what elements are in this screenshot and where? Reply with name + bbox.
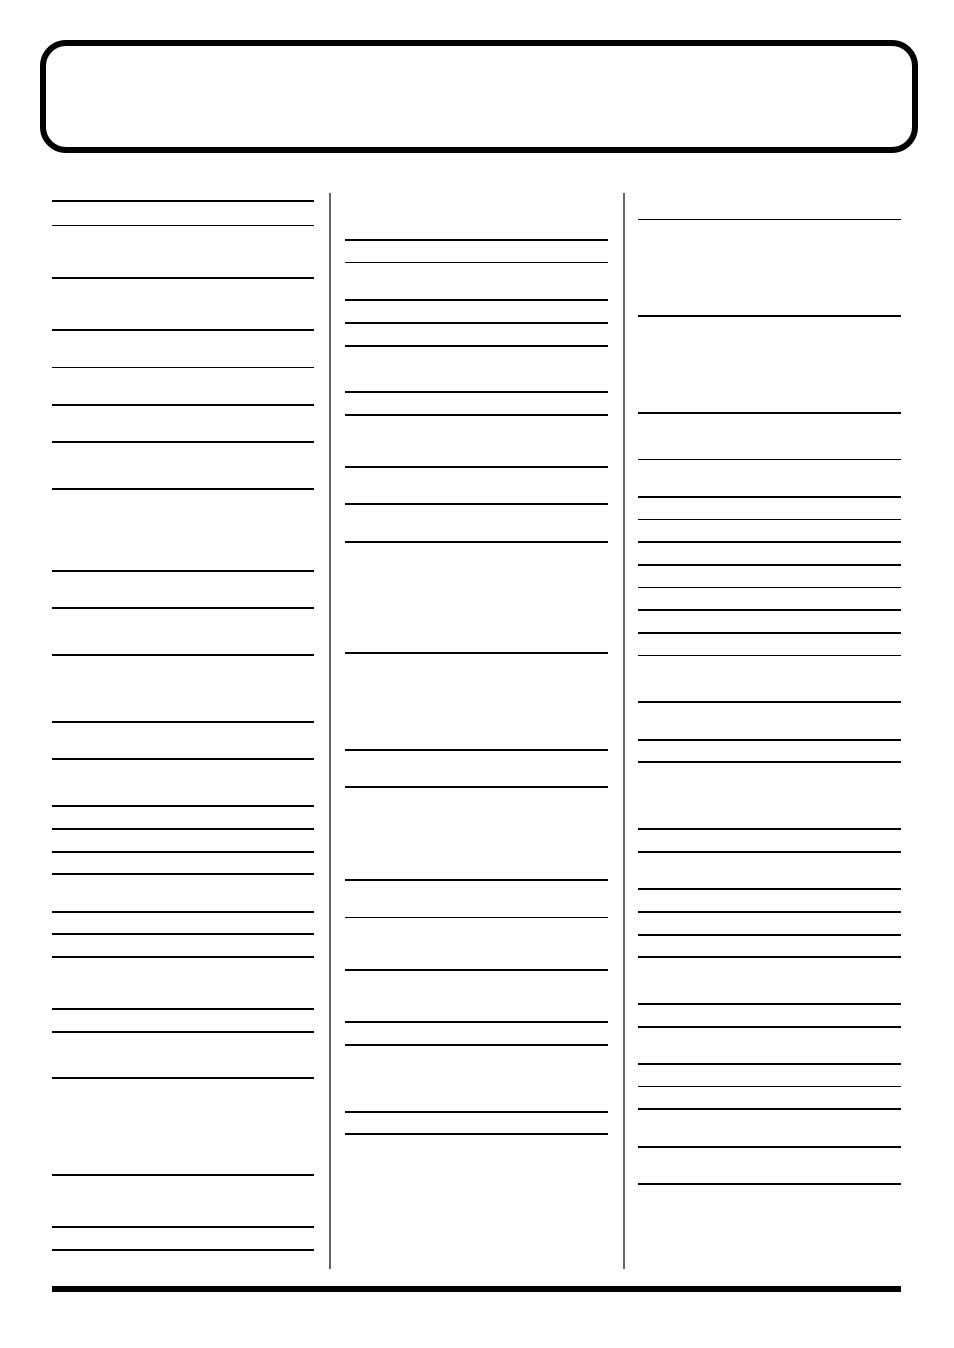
entry-rule xyxy=(345,503,608,505)
entry-rule xyxy=(345,299,608,301)
chapter-title-box xyxy=(40,40,918,153)
entry-rule xyxy=(345,466,608,468)
entry-rule xyxy=(52,367,314,368)
entry-rule xyxy=(52,933,314,935)
entry-rule xyxy=(638,541,901,543)
entry-rule xyxy=(52,200,314,202)
column-divider-left xyxy=(329,193,331,1269)
entry-rule xyxy=(52,1077,314,1079)
entry-rule xyxy=(638,851,901,853)
entry-rule xyxy=(52,1031,314,1033)
entry-rule xyxy=(638,459,901,460)
entry-rule xyxy=(345,969,608,971)
entry-rule xyxy=(345,322,608,324)
entry-rule xyxy=(638,564,901,566)
entry-rule xyxy=(638,587,901,588)
entry-rule xyxy=(345,345,608,347)
entry-rule xyxy=(638,1026,901,1028)
entry-rule xyxy=(52,851,314,853)
entry-rule xyxy=(638,632,901,634)
entry-rule xyxy=(52,225,314,226)
entry-rule xyxy=(52,570,314,572)
entry-rule xyxy=(345,786,608,788)
entry-rule xyxy=(52,1226,314,1228)
entry-rule xyxy=(345,541,608,543)
entry-rule xyxy=(638,1108,901,1110)
entry-rule xyxy=(638,911,901,913)
entry-rule xyxy=(638,888,901,890)
entry-rule xyxy=(345,749,608,751)
entry-rule xyxy=(52,404,314,406)
entry-rule xyxy=(345,652,608,654)
entry-rule xyxy=(638,934,901,936)
entry-rule xyxy=(52,329,314,331)
entry-rule xyxy=(52,1008,314,1010)
entry-rule xyxy=(52,721,314,723)
entry-rule xyxy=(52,607,314,609)
entry-rule xyxy=(638,1146,901,1148)
entry-rule xyxy=(52,828,314,830)
entry-rule xyxy=(52,441,314,443)
entry-rule xyxy=(638,739,901,741)
entry-rule xyxy=(52,805,314,807)
entry-rule xyxy=(52,277,314,279)
entry-rule xyxy=(345,1133,608,1135)
entry-rule xyxy=(345,391,608,393)
entry-rule xyxy=(52,1249,314,1251)
footer-rule xyxy=(52,1286,901,1292)
entry-rule xyxy=(638,1063,901,1065)
column-divider-right xyxy=(623,193,625,1269)
entry-rule xyxy=(345,262,608,263)
entry-rule xyxy=(345,1021,608,1023)
entry-rule xyxy=(345,1044,608,1046)
entry-rule xyxy=(52,654,314,656)
entry-rule xyxy=(638,956,901,958)
entry-rule xyxy=(638,828,901,830)
entry-rule xyxy=(52,911,314,913)
entry-rule xyxy=(345,414,608,416)
entry-rule xyxy=(638,315,901,317)
entry-rule xyxy=(345,1111,608,1113)
entry-rule xyxy=(638,412,901,414)
entry-rule xyxy=(52,758,314,760)
entry-rule xyxy=(638,609,901,611)
entry-rule xyxy=(638,496,901,498)
entry-rule xyxy=(52,488,314,490)
entry-rule xyxy=(638,1086,901,1087)
entry-rule xyxy=(52,956,314,958)
entry-rule xyxy=(52,1174,314,1176)
entry-rule xyxy=(638,701,901,703)
entry-rule xyxy=(638,761,901,763)
entry-rule xyxy=(638,655,901,656)
entry-rule xyxy=(638,1183,901,1185)
entry-rule xyxy=(638,219,901,220)
entry-rule xyxy=(345,879,608,881)
entry-rule xyxy=(638,519,901,520)
entry-rule xyxy=(638,1003,901,1005)
entry-rule xyxy=(52,873,314,875)
entry-rule xyxy=(345,239,608,241)
entry-rule xyxy=(345,917,608,918)
